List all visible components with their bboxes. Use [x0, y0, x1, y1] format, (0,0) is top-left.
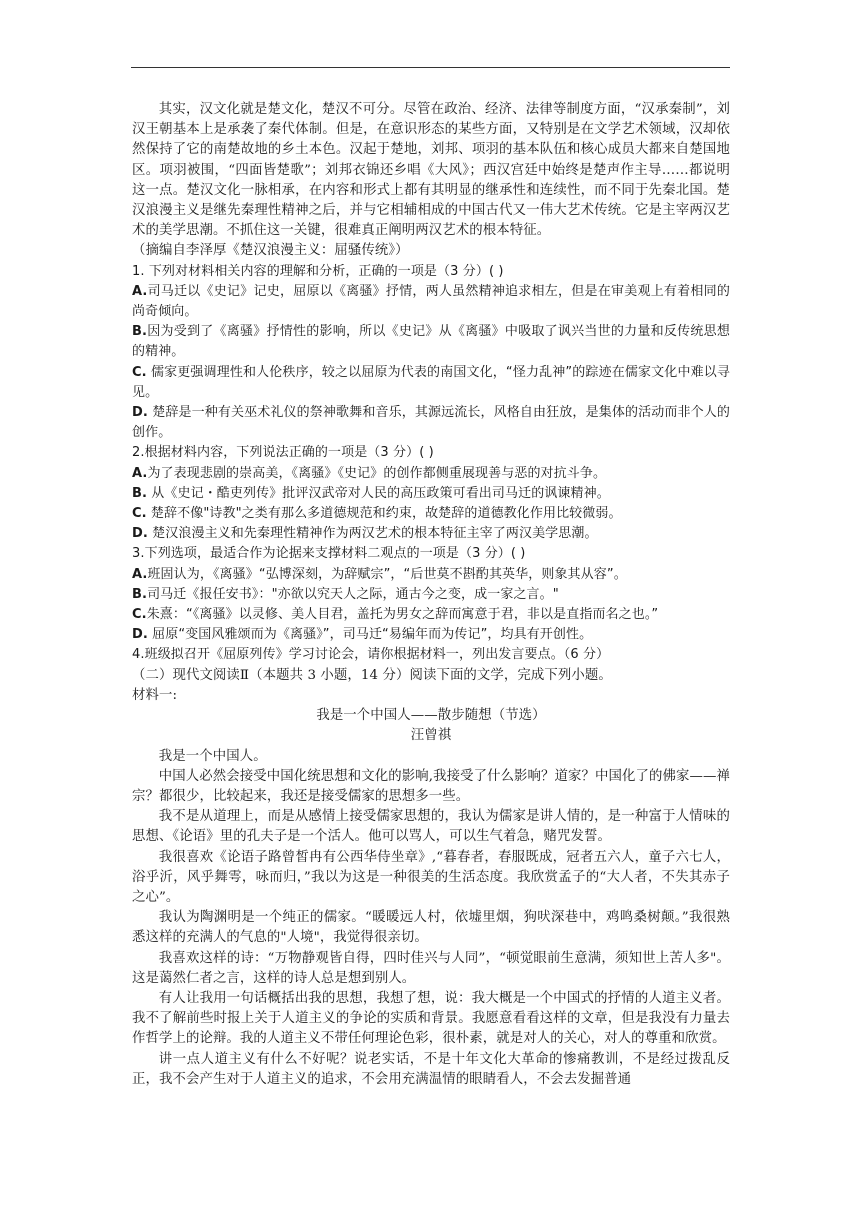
option-text: 儒家更强调理性和人伦秩序，较之以屈原为代表的南国文化，“怪力乱神”的踪迹在儒家文化中难以寻见。: [132, 364, 730, 400]
question-2: [132, 443, 730, 544]
article-paragraph: 我认为陶渊明是一个纯正的儒家。“暖暖远人村，依墟里烟，狗吠深巷中，鸡鸣桑树颠。”我很熟悉这样的充满人的气息的"人境"，我觉得很亲切。: [132, 910, 730, 946]
option-c: [132, 363, 730, 403]
option-b: [132, 585, 730, 605]
option-text: 屈原“变国风雅颂而为《离骚》”，司马迁“易编年而为传记”，均具有开创性。: [147, 627, 593, 643]
article-paragraph: 中国人必然会接受中国化统思想和文化的影响,我接受了什么影响？道家？中国化了的佛家——禅宗？都很少，比较起来，我还是接受儒家的思想多一些。: [132, 768, 730, 804]
option-text: 司马迁《报任安书》："亦欲以究天人之际，通古今之变，成一家之言。": [147, 586, 559, 602]
article-title: 我是一个中国人——散步随想（节选）: [316, 708, 546, 724]
question-3: [132, 544, 730, 645]
option-text: 司马迁以《史记》记史，屈原以《离骚》抒情，两人虽然精神追求相左，但是在审美观上有着相同的尚奇倾向。: [132, 283, 730, 320]
option-letter: B.: [132, 586, 148, 602]
article-paragraph: 讲一点人道主义有什么不好呢？说老实话，不是十年文化大革命的惨痛教训，不是经过拨乱反正，我不会产生对于人道主义的追求，不会用充满温情的眼睛看人，不会去发掘普通: [132, 1051, 730, 1087]
question-stem: 4.班级拟召开《屈原列传》学习讨论会，请你根据材料一，列出发言要点。（6 分）: [132, 647, 610, 663]
document-body: [132, 100, 730, 1090]
option-text: 楚辞是一种有关巫术礼仪的祭神歌舞和音乐，其源远流长，风格自由狂放，是集体的活动而非个人的创作。: [132, 405, 730, 441]
option-a: [132, 565, 730, 585]
question-1: [132, 262, 730, 444]
question-stem: 1. 下列对材料相关内容的理解和分析，正确的一项是（3 分）( ): [132, 263, 504, 279]
option-text: 班固认为，《离骚》“弘博深刻，为辞赋宗”，“后世莫不斟酌其英华，则象其从容”。: [147, 566, 627, 582]
option-letter: D.: [132, 405, 148, 421]
option-letter: D.: [132, 627, 148, 643]
question-4: [132, 645, 730, 665]
option-letter: A.: [132, 566, 148, 582]
passage1-paragraph: 其实，汉文化就是楚文化，楚汉不可分。尽管在政治、经济、法律等制度方面，“汉承秦制”，刘汉王朝基本上是承袭了秦代体制。但是，在意识形态的某些方面，又特别是在文学艺术领域，汉却依然保持了它的南楚故地的乡土本色。汉起于楚地，刘邦、项羽的基本队伍和核心成员大都来自楚国地区。项羽被围，“四面皆楚歌”；刘邦衣锦还乡唱《大风》；西汉宫廷中始终是楚声作主导……都说明这一点。楚汉文化一脉相承，在内容和形式上都有其明显的继承性和连续性，而不同于先秦北国。楚汉浪漫主义是继先秦理性精神之后，并与它相辅相成的中国古代又一伟大艺术传统。它是主宰两汉艺术的美学思潮。不抓住这一关键，很难真正阐明两汉艺术的根本特征。: [132, 102, 730, 239]
option-b: [132, 484, 730, 504]
option-letter: A.: [132, 283, 148, 299]
article-author: 汪曾祺: [410, 728, 452, 744]
article-paragraph: 我很喜欢《论语子路曾皙冉有公西华侍坐章》,“暮春者，春服既成，冠者五六人，童子六七人，浴乎沂，风乎舞雩，咏而归，”我以为这是一种很美的生活态度。我欣赏孟子的“大人者，不失其赤子之心”。: [132, 849, 730, 905]
option-letter: D.: [132, 526, 148, 542]
option-letter: A.: [132, 465, 148, 481]
section2-heading: （二）现代文阅读Ⅱ（本题共 3 小题，14 分）阅读下面的文学，完成下列小题。: [132, 667, 612, 683]
option-text: 因为受到了《离骚》抒情性的影响，所以《史记》从《离骚》中吸取了讽兴当世的力量和反传统思想的精神。: [132, 324, 730, 360]
option-text: 为了表现悲剧的崇高美，《离骚》《史记》的创作都侧重展现善与恶的对抗斗争。: [147, 465, 607, 481]
option-text: 楚辞不像"诗教"之类有那么多道德规范和约束，故楚辞的道德教化作用比较微弱。: [146, 506, 622, 522]
article-paragraph: 我是一个中国人。: [158, 748, 267, 764]
option-letter: C.: [132, 364, 147, 380]
header-rule: [131, 67, 730, 68]
option-c: [132, 504, 730, 524]
option-letter: C.: [132, 506, 147, 522]
option-text: 朱熹：“《离骚》以灵修、美人目君，盖托为男女之辞而寓意于君，非以是直指而名之也。”: [146, 607, 659, 623]
option-text: 楚汉浪漫主义和先秦理性精神作为两汉艺术的根本特征主宰了两汉美学思潮。: [147, 526, 598, 542]
option-letter: C.: [132, 607, 147, 623]
article-paragraph: 我不是从道理上，而是从感情上接受儒家思想的，我认为儒家是讲人情的，是一种富于人情味的思想、《论语》里的孔夫子是一个活人。他可以骂人，可以生气着急，赌咒发誓。: [132, 809, 730, 845]
passage1-source: （摘编自李泽厚《楚汉浪漫主义：屈骚传统》）: [132, 243, 409, 259]
article-paragraph: 我喜欢这样的诗：“万物静观皆自得，四时佳兴与人同”，“顿觉眼前生意满，须知世上苦人多"。这是蔼然仁者之言，这样的诗人总是想到别人。: [132, 950, 730, 986]
option-a: [132, 282, 730, 322]
option-a: [132, 464, 730, 484]
option-d: [132, 625, 730, 645]
question-stem: 2.根据材料内容，下列说法正确的一项是（3 分）( ): [132, 445, 434, 461]
option-b: [132, 322, 730, 362]
option-c: [132, 605, 730, 625]
option-letter: B.: [132, 324, 148, 340]
option-d: [132, 524, 730, 544]
option-text: 从《史记・酷吏列传》批评汉武帝对人民的高压政策可看出司马迁的讽谏精神。: [147, 485, 610, 501]
material-label: 材料一:: [132, 687, 178, 703]
option-letter: B.: [132, 485, 148, 501]
option-d: [132, 403, 730, 443]
question-stem: 3.下列选项，最适合作为论据来支撑材料二观点的一项是（3 分）( ): [132, 546, 526, 562]
article-paragraph: 有人让我用一句话概括出我的思想，我想了想，说：我大概是一个中国式的抒情的人道主义者。我不了解前些时报上关于人道主义的争论的实质和背景。我愿意看看这样的文章，但是我没有力量去作哲学上的论辩。我的人道主义不带任何理论色彩，很朴素，就是对人的关心，对人的尊重和欣赏。: [132, 990, 730, 1047]
